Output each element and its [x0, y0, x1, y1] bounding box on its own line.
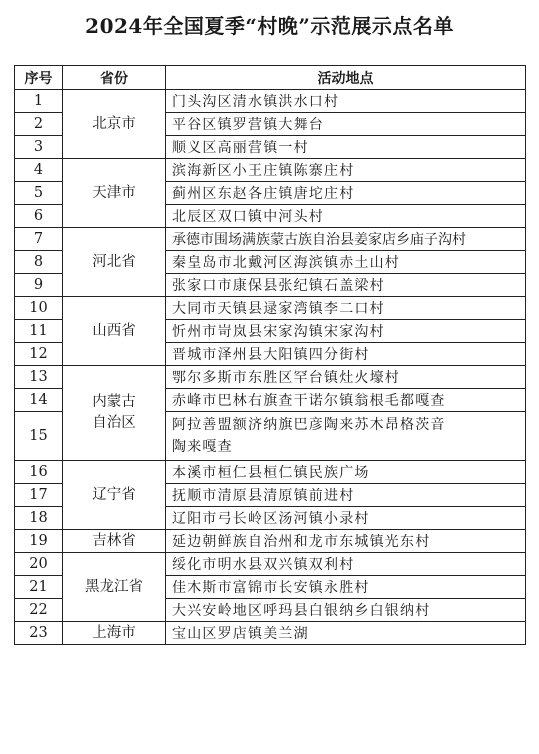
- row-index: 10: [15, 297, 63, 320]
- row-index: 8: [15, 251, 63, 274]
- location-cell: 北辰区双口镇中河头村: [166, 205, 526, 228]
- province-cell: [63, 366, 166, 461]
- row-index: 21: [15, 576, 63, 599]
- location-cell: 鄂尔多斯市东胜区罕台镇灶火壕村: [166, 366, 526, 389]
- location-cell: 宝山区罗店镇美兰湖: [166, 622, 526, 645]
- location-cell: 辽阳市弓长岭区汤河镇小录村: [166, 507, 526, 530]
- location-cell: 秦皇岛市北戴河区海滨镇赤土山村: [166, 251, 526, 274]
- row-index: 22: [15, 599, 63, 622]
- province-line: 自治区: [92, 415, 136, 431]
- row-index: 9: [15, 274, 63, 297]
- location-cell: 延边朝鲜族自治州和龙市东城镇光东村: [166, 530, 526, 553]
- row-index: 11: [15, 320, 63, 343]
- row-index: 5: [15, 182, 63, 205]
- document-title: 2024年全国夏季“村晚”示范展示点名单: [85, 14, 454, 38]
- table-row: [15, 159, 526, 182]
- location-cell: 承德市围场满族蒙古族自治县姜家店乡庙子沟村: [166, 228, 526, 251]
- location-cell: 张家口市康保县张纪镇石盖梁村: [166, 274, 526, 297]
- row-index: 3: [15, 136, 63, 159]
- row-index: 20: [15, 553, 63, 576]
- row-index: 17: [15, 484, 63, 507]
- row-index: 18: [15, 507, 63, 530]
- location-cell: 大兴安岭地区呼玛县白银纳乡白银纳村: [166, 599, 526, 622]
- row-index: 4: [15, 159, 63, 182]
- row-index: 14: [15, 389, 63, 412]
- location-cell: 佳木斯市富锦市长安镇永胜村: [166, 576, 526, 599]
- province-cell: 河北省: [63, 228, 166, 297]
- table-row: [15, 622, 526, 645]
- row-index: 6: [15, 205, 63, 228]
- table-row: [15, 297, 526, 320]
- row-index: 1: [15, 90, 63, 113]
- location-cell: 忻州市岢岚县宋家沟镇宋家沟村: [166, 320, 526, 343]
- table-row: [15, 530, 526, 553]
- table-row: [15, 228, 526, 251]
- row-index: 7: [15, 228, 63, 251]
- location-cell: 平谷区镇罗营镇大舞台: [166, 113, 526, 136]
- header-location: 活动地点: [166, 66, 526, 90]
- table-row: [15, 90, 526, 113]
- location-cell: 门头沟区清水镇洪水口村: [166, 90, 526, 113]
- location-cell: 蓟州区东赵各庄镇唐坨庄村: [166, 182, 526, 205]
- province-cell: 天津市: [63, 159, 166, 228]
- table-row: [15, 461, 526, 484]
- province-cell: 上海市: [63, 622, 166, 645]
- province-cell: 辽宁省: [63, 461, 166, 530]
- header-index: 序号: [15, 66, 63, 90]
- row-index: 2: [15, 113, 63, 136]
- row-index: 16: [15, 461, 63, 484]
- location-cell: 绥化市明水县双兴镇双利村: [166, 553, 526, 576]
- location-cell: 大同市天镇县逯家湾镇李二口村: [166, 297, 526, 320]
- row-index: 12: [15, 343, 63, 366]
- row-index: 13: [15, 366, 63, 389]
- location-cell: 顺义区高丽营镇一村: [166, 136, 526, 159]
- location-cell: 本溪市桓仁县桓仁镇民族广场: [166, 461, 526, 484]
- table-header-row: [15, 66, 526, 90]
- province-cell: 黑龙江省: [63, 553, 166, 622]
- location-cell: 滨海新区小王庄镇陈寨庄村: [166, 159, 526, 182]
- location-cell: 晋城市泽州县大阳镇四分街村: [166, 343, 526, 366]
- location-cell: 抚顺市清原县清原镇前进村: [166, 484, 526, 507]
- province-cell: 北京市: [63, 90, 166, 159]
- location-cell: 赤峰市巴林右旗查干诺尔镇翁根毛都嘎查: [166, 389, 526, 412]
- row-index: 19: [15, 530, 63, 553]
- location-line: 陶来嘎查: [172, 439, 233, 455]
- table-row: [15, 553, 526, 576]
- table-row: [15, 366, 526, 389]
- location-line: 阿拉善盟额济纳旗巴彦陶来苏木昂格茨音: [172, 417, 446, 433]
- exhibition-sites-table: [14, 65, 526, 645]
- province-line: 内蒙古: [92, 394, 136, 410]
- province-cell: 山西省: [63, 297, 166, 366]
- province-cell: 吉林省: [63, 530, 166, 553]
- header-province: 省份: [63, 66, 166, 90]
- row-index: 15: [15, 412, 63, 461]
- location-cell: [166, 412, 526, 461]
- row-index: 23: [15, 622, 63, 645]
